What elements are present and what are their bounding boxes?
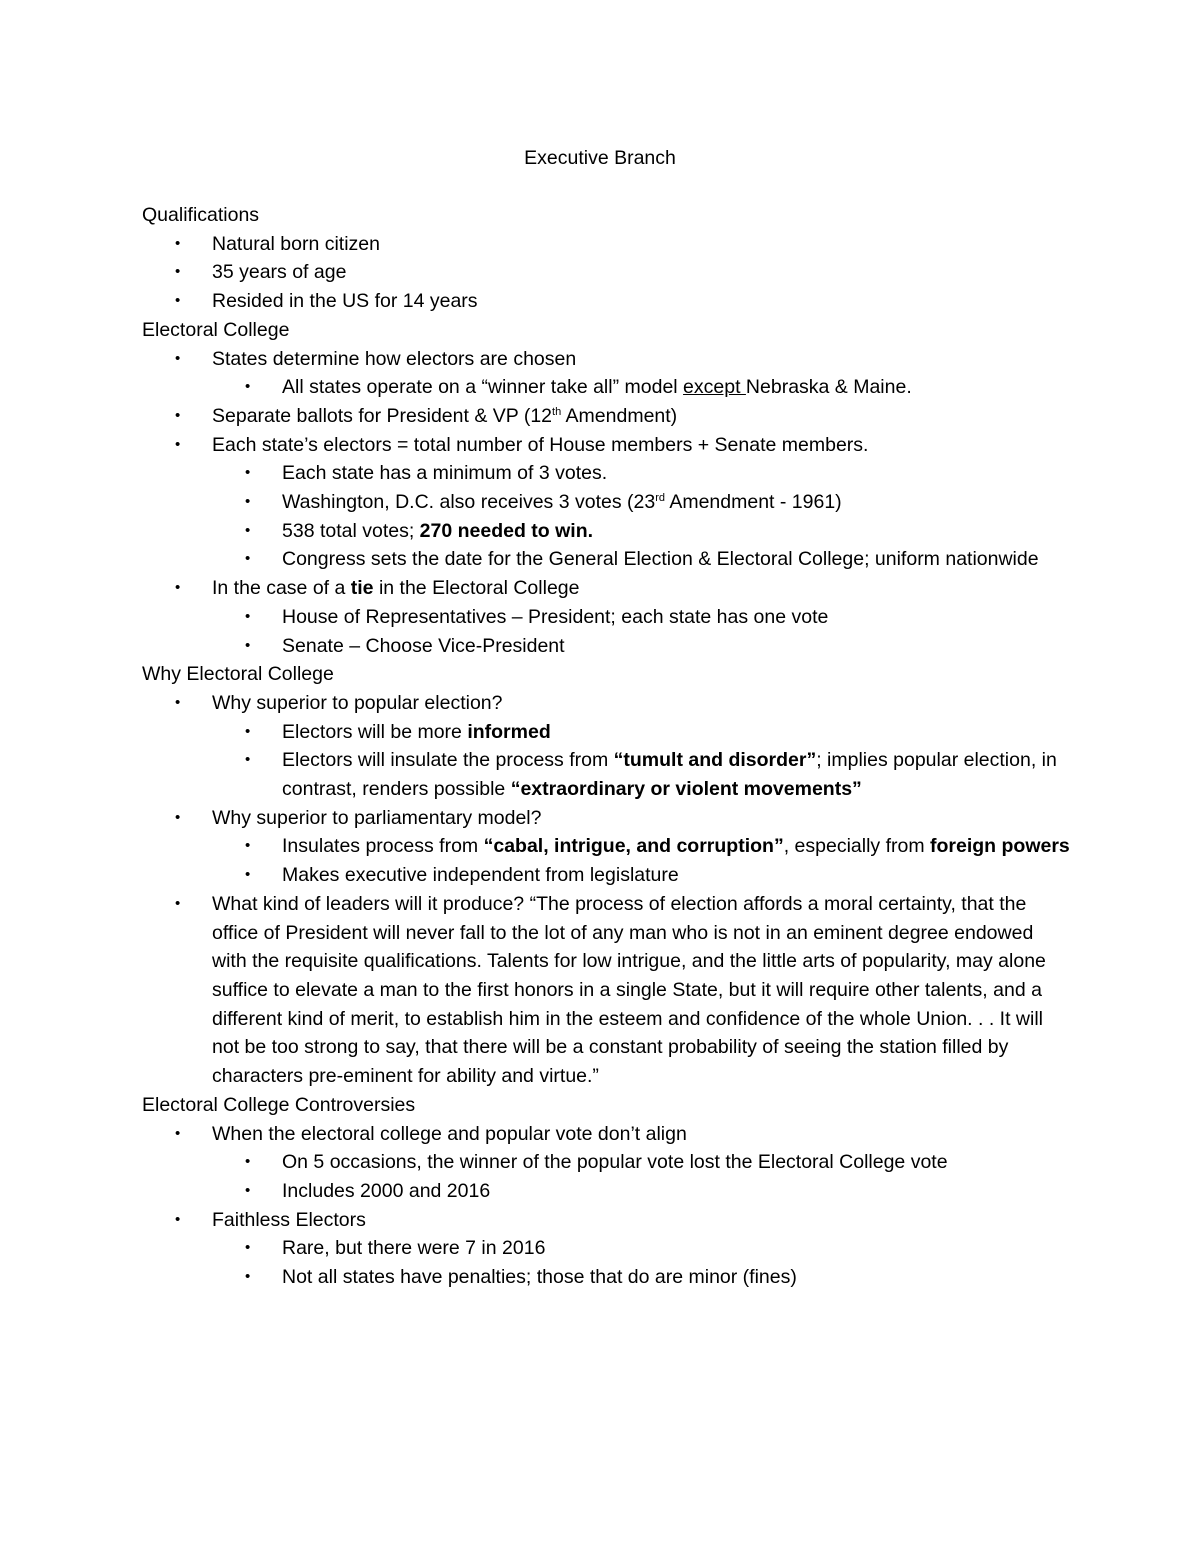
- list-item: • Why superior to parliamentary model?: [142, 804, 1072, 833]
- bullet-icon: •: [245, 751, 251, 769]
- bullet-icon: •: [175, 349, 181, 367]
- bullet-icon: •: [175, 292, 181, 310]
- sub-list-item: • Senate – Choose Vice-President: [142, 632, 1072, 661]
- section-heading-why-electoral-college: Why Electoral College: [142, 663, 334, 686]
- sub-list-item: • House of Representatives – President; each state has one vote: [142, 603, 1072, 632]
- sub-list-item: • Electors will insulate the process from “tumult and disorder”; implies popular election, in contrast, renders possible “extraordinary or violent movements”: [142, 746, 1072, 803]
- bullet-icon: •: [245, 837, 251, 855]
- bold-text: foreign powers: [930, 835, 1070, 858]
- sub-list-item: • Includes 2000 and 2016: [142, 1177, 1072, 1206]
- bold-text: “cabal, intrigue, and corruption”: [483, 835, 784, 858]
- bullet-icon: •: [175, 1124, 181, 1142]
- list-item: • Each state’s electors = total number of House members + Senate members.: [142, 431, 1072, 460]
- list-item: • In the case of a tie in the Electoral College: [142, 574, 1072, 603]
- bullet-icon: •: [175, 1210, 181, 1228]
- bullet-icon: •: [245, 493, 251, 511]
- bullet-icon: •: [245, 1153, 251, 1171]
- bullet-icon: •: [175, 579, 181, 597]
- list-item: • States determine how electors are chosen: [142, 345, 1072, 374]
- bullet-icon: •: [175, 234, 181, 252]
- section-heading-electoral-college: Electoral College: [142, 318, 290, 341]
- sub-list-item: • Not all states have penalties; those that do are minor (fines): [142, 1263, 1072, 1292]
- superscript: rd: [655, 492, 665, 505]
- document-body: [142, 201, 1072, 1292]
- bold-text: informed: [467, 720, 551, 743]
- bullet-icon: •: [245, 636, 251, 654]
- list-item: [142, 890, 1072, 1091]
- document-title: Executive Branch: [524, 147, 676, 169]
- bullet-icon: •: [245, 1239, 251, 1257]
- bullet-icon: •: [245, 607, 251, 625]
- sub-list-item: • Insulates process from “cabal, intrigue, and corruption”, especially from foreign powers: [142, 832, 1072, 861]
- sub-list-item: • On 5 occasions, the winner of the popular vote lost the Electoral College vote: [142, 1148, 1072, 1177]
- sub-list-item: • Makes executive independent from legislature: [142, 861, 1072, 890]
- sub-list-item: • 538 total votes; 270 needed to win.: [142, 517, 1072, 546]
- bullet-icon: •: [175, 894, 181, 912]
- bullet-icon: •: [245, 378, 251, 396]
- bullet-icon: •: [175, 406, 181, 424]
- bold-text: “extraordinary or violent movements”: [510, 778, 862, 801]
- bullet-icon: •: [175, 808, 181, 826]
- superscript: th: [552, 405, 562, 418]
- list-item: • When the electoral college and popular vote don’t align: [142, 1120, 1072, 1149]
- bold-text: 270 needed to win.: [419, 519, 594, 542]
- hamilton-quote: What kind of leaders will it produce? “The process of election affords a moral certainty, that the office of President will never fall to the lot of any man who is not in an eminent degree endowed with the requisite qualifications. Talents for low intrigue, and the little arts of popularity, may alone suffice to elevate a man to the first honors in a single State, but it will require other talents, and a different kind of merit, to establish him in the esteem and confidence of the whole Union. . . It will not be too strong to say, that there will be a constant probability of seeing the station filled by characters pre-eminent for ability and virtue.”: [212, 892, 1046, 1088]
- sub-list-item: • Congress sets the date for the General Election & Electoral College; uniform nationwide: [142, 545, 1072, 574]
- bullet-icon: •: [245, 866, 251, 884]
- list-item: • Faithless Electors: [142, 1206, 1072, 1235]
- list-item: • 35 years of age: [142, 258, 1072, 287]
- sub-list-item: • Each state has a minimum of 3 votes.: [142, 459, 1072, 488]
- bold-text: “tumult and disorder”: [613, 749, 817, 772]
- bullet-icon: •: [245, 521, 251, 539]
- section-heading-controversies: Electoral College Controversies: [142, 1093, 416, 1116]
- list-item: • Why superior to popular election?: [142, 689, 1072, 718]
- bold-text: tie: [350, 577, 374, 600]
- list-item: • Natural born citizen: [142, 230, 1072, 259]
- bullet-icon: •: [245, 550, 251, 568]
- bullet-icon: •: [245, 464, 251, 482]
- bullet-icon: •: [245, 722, 251, 740]
- list-item: • Resided in the US for 14 years: [142, 287, 1072, 316]
- section-heading-qualifications: Qualifications: [142, 204, 260, 226]
- sub-list-item: • Electors will be more informed: [142, 718, 1072, 747]
- bullet-icon: •: [175, 263, 181, 281]
- sub-list-item: • Washington, D.C. also receives 3 votes (23rd Amendment - 1961): [142, 488, 1072, 517]
- sub-list-item: • All states operate on a “winner take all” model except Nebraska & Maine.: [142, 373, 1072, 402]
- sub-list-item: • Rare, but there were 7 in 2016: [142, 1234, 1072, 1263]
- bullet-icon: •: [245, 1181, 251, 1199]
- list-item: • Separate ballots for President & VP (12th Amendment): [142, 402, 1072, 431]
- bullet-icon: •: [175, 435, 181, 453]
- bullet-icon: •: [245, 1268, 251, 1286]
- bullet-icon: •: [175, 693, 181, 711]
- underlined-text: except: [683, 376, 746, 399]
